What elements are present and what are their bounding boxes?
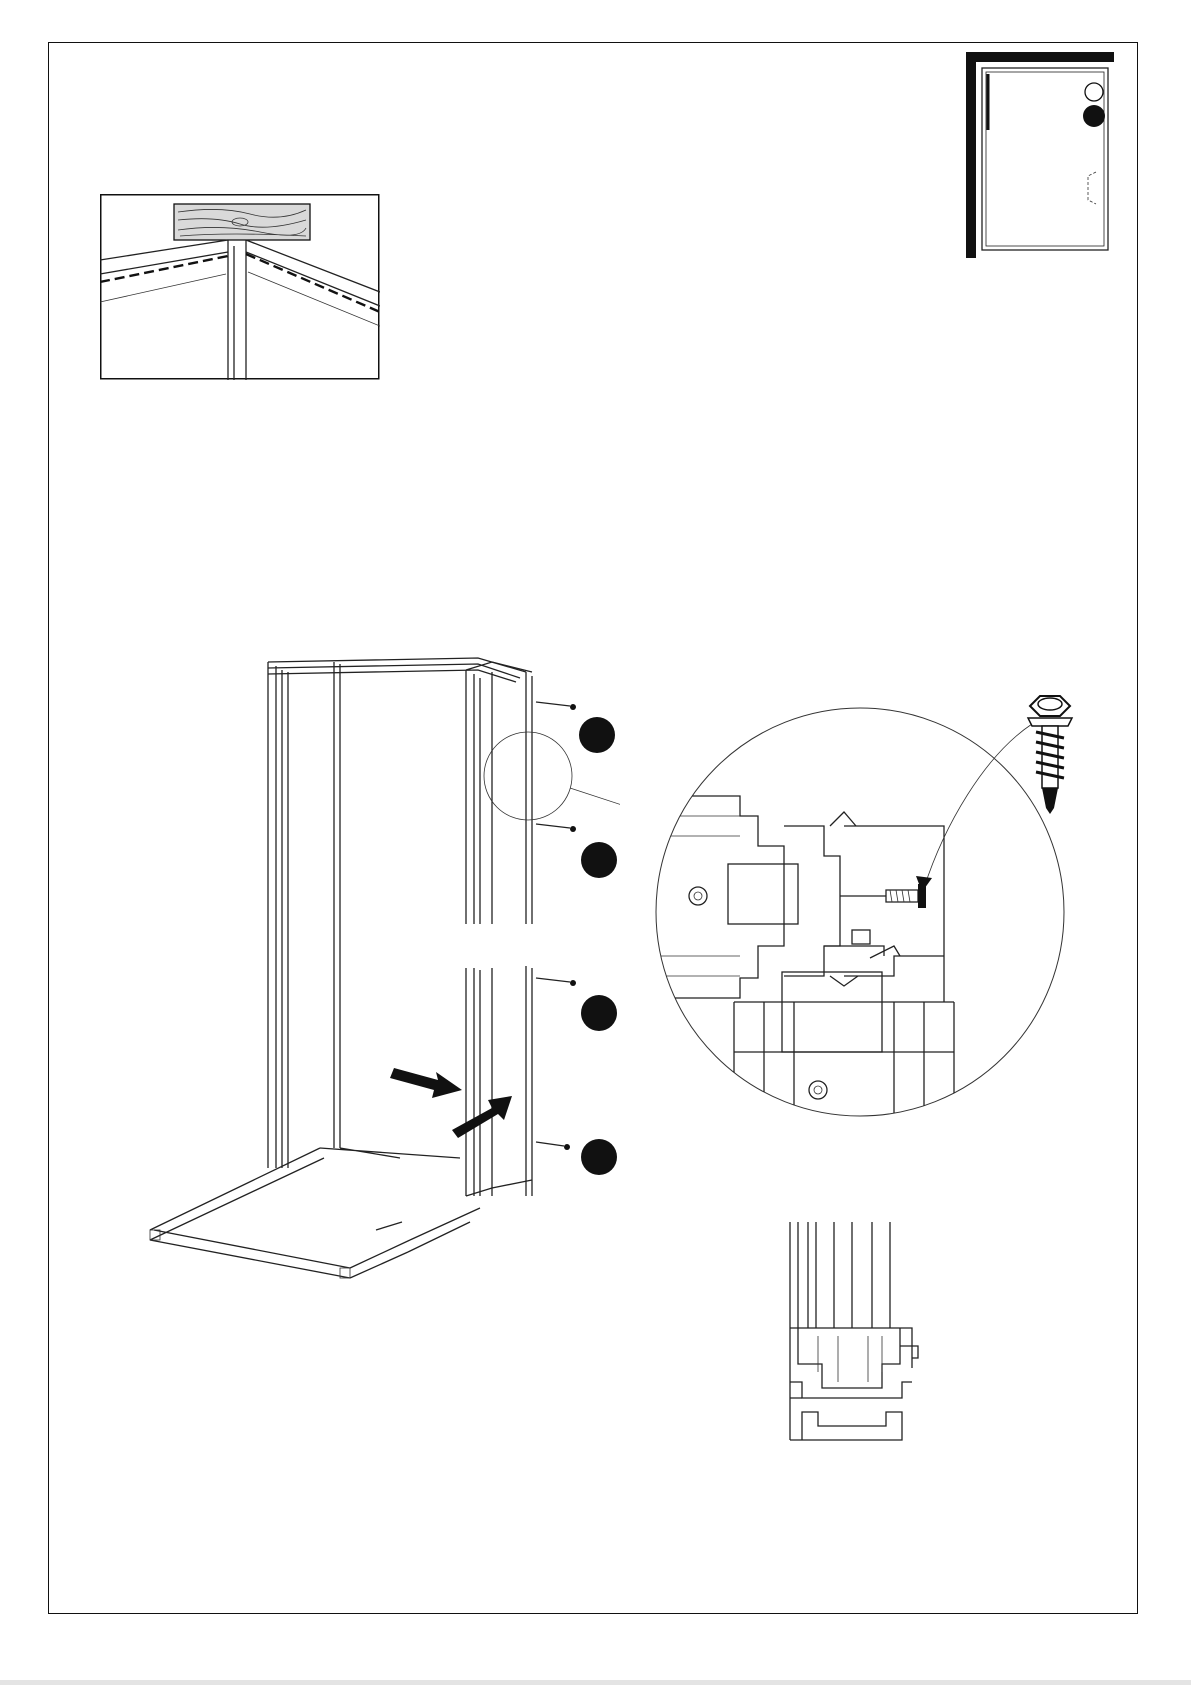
overview-marker-filled bbox=[1083, 105, 1105, 127]
overview-marker-hollow bbox=[1085, 83, 1103, 101]
push-arrow-icon bbox=[390, 1068, 512, 1138]
wall-frame-assembly bbox=[140, 648, 620, 1288]
floor-plan-overview bbox=[962, 52, 1118, 260]
self-drilling-screw-icon bbox=[1024, 692, 1076, 816]
page-bottom-rule bbox=[0, 1680, 1191, 1685]
screw-marker-3 bbox=[581, 995, 617, 1031]
joint-cross-section-detail bbox=[654, 706, 1066, 1118]
screw-small-icon bbox=[536, 702, 576, 1150]
profile-end-view bbox=[778, 1222, 936, 1442]
screw-marker-2 bbox=[581, 842, 617, 878]
screw-marker-1 bbox=[579, 717, 615, 753]
wood-beam-icon bbox=[174, 204, 310, 240]
ridge-detail-inset bbox=[100, 194, 380, 380]
screw-marker-4 bbox=[581, 1139, 617, 1175]
